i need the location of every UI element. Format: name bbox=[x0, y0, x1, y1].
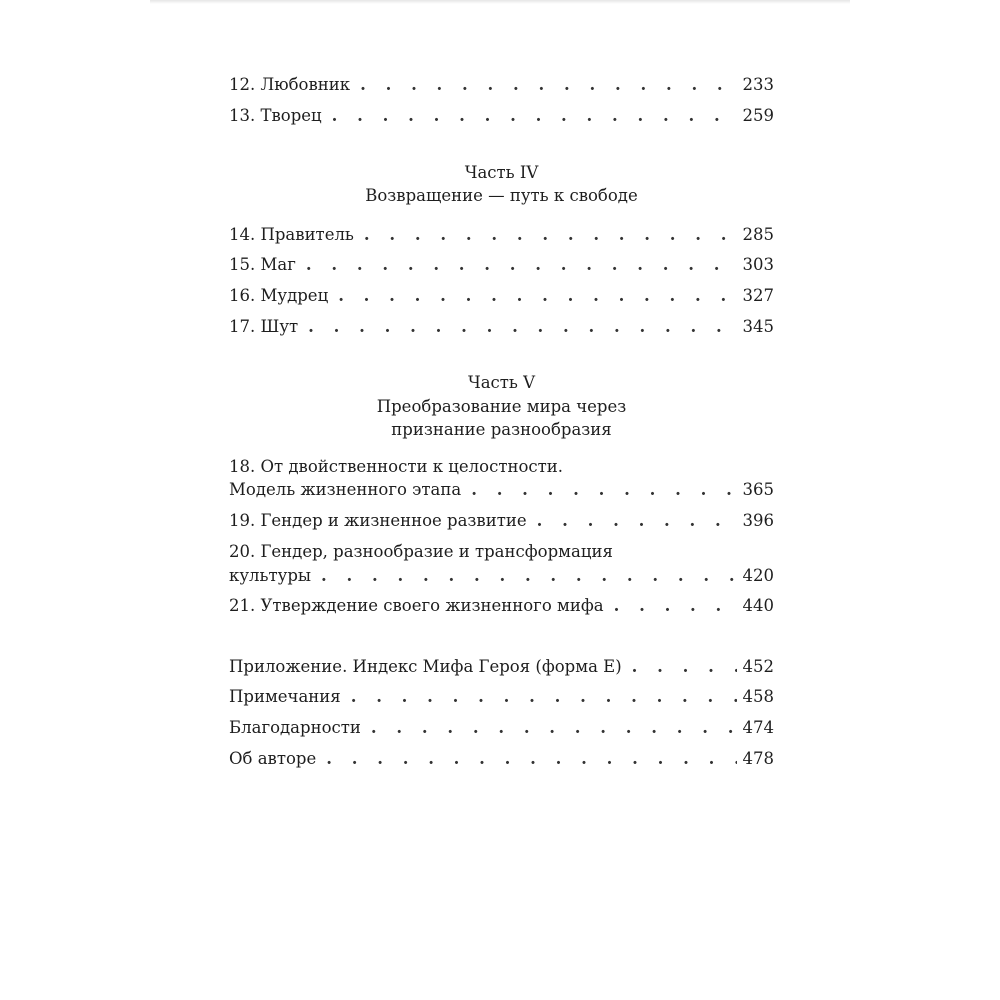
toc-entry-label: культуры bbox=[229, 566, 312, 585]
dot-leader bbox=[332, 104, 737, 128]
toc-entry-label: Модель жизненного этапа bbox=[229, 480, 462, 499]
dot-leader bbox=[321, 564, 736, 588]
toc-entry-notes[interactable] bbox=[229, 685, 774, 709]
dot-leader bbox=[338, 284, 736, 308]
part-4-title: Часть IV bbox=[464, 163, 539, 182]
toc-entry-20[interactable] bbox=[229, 564, 774, 588]
toc-entry-label: Благодарности bbox=[229, 718, 361, 737]
toc-entry-acknowledgements[interactable] bbox=[229, 716, 774, 740]
part-5-subtitle-line-1: Преобразование мира через bbox=[376, 397, 627, 416]
toc-entry-label: 15. Маг bbox=[229, 255, 296, 274]
dot-leader bbox=[632, 655, 737, 679]
dot-leader bbox=[351, 685, 737, 709]
dot-leader bbox=[326, 747, 736, 771]
toc-entry-label: 17. Шут bbox=[229, 317, 299, 336]
toc-page-number: 474 bbox=[742, 718, 774, 737]
toc-page-number: 458 bbox=[742, 687, 774, 706]
toc-entry-18[interactable] bbox=[229, 478, 774, 502]
toc-page-number: 327 bbox=[742, 286, 774, 305]
toc-page-number: 259 bbox=[742, 106, 774, 125]
dot-leader bbox=[537, 509, 737, 533]
toc-page-number: 452 bbox=[742, 657, 774, 676]
toc-page-number: 396 bbox=[742, 511, 774, 530]
toc-entry-label: 21. Утверждение своего жизненного мифа bbox=[229, 596, 604, 615]
toc-entry-21[interactable] bbox=[229, 594, 774, 618]
toc-entry-17[interactable] bbox=[229, 315, 774, 339]
toc-entry-label: Примечания bbox=[229, 687, 341, 706]
toc-page-number: 365 bbox=[742, 480, 774, 499]
toc-page-number: 345 bbox=[742, 317, 774, 336]
toc-entry-13[interactable] bbox=[229, 104, 774, 128]
part-5-subtitle-line-2: признание разнообразия bbox=[391, 420, 612, 439]
toc-page-number: 420 bbox=[742, 566, 774, 585]
toc-entry-12[interactable] bbox=[229, 73, 774, 97]
toc-entry-label: Приложение. Индекс Мифа Героя (форма Е) bbox=[229, 657, 622, 676]
toc-page-number: 303 bbox=[742, 255, 774, 274]
toc-page-number: 233 bbox=[742, 75, 774, 94]
dot-leader bbox=[471, 478, 736, 502]
page-top-edge bbox=[150, 0, 850, 4]
toc-entry-15[interactable] bbox=[229, 253, 774, 277]
toc-entry-18-line-1[interactable]: 18. От двойственности к целостности. bbox=[229, 457, 563, 476]
toc-entry-label: 19. Гендер и жизненное развитие bbox=[229, 511, 527, 530]
toc-entry-label: 16. Мудрец bbox=[229, 286, 329, 305]
dot-leader bbox=[308, 315, 736, 339]
toc-entry-label: 13. Творец bbox=[229, 106, 322, 125]
toc-entry-label: 12. Любовник bbox=[229, 75, 351, 94]
dot-leader bbox=[306, 253, 737, 277]
toc-entry-16[interactable] bbox=[229, 284, 774, 308]
part-5-title: Часть V bbox=[467, 373, 536, 392]
toc-entry-about-author[interactable] bbox=[229, 747, 774, 771]
dot-leader bbox=[364, 223, 737, 247]
toc-entry-19[interactable] bbox=[229, 509, 774, 533]
dot-leader bbox=[614, 594, 737, 618]
dot-leader bbox=[371, 716, 737, 740]
toc-entry-14[interactable] bbox=[229, 223, 774, 247]
part-4-subtitle: Возвращение — путь к свободе bbox=[365, 186, 638, 205]
toc-page-number: 440 bbox=[742, 596, 774, 615]
dot-leader bbox=[360, 73, 736, 97]
toc-page-number: 285 bbox=[742, 225, 774, 244]
toc-entry-20-line-1[interactable]: 20. Гендер, разнообразие и трансформация bbox=[229, 542, 613, 561]
toc-entry-appendix[interactable] bbox=[229, 655, 774, 679]
toc-entry-label: 14. Правитель bbox=[229, 225, 354, 244]
toc-entry-label: Об авторе bbox=[229, 749, 317, 768]
toc-page-number: 478 bbox=[742, 749, 774, 768]
